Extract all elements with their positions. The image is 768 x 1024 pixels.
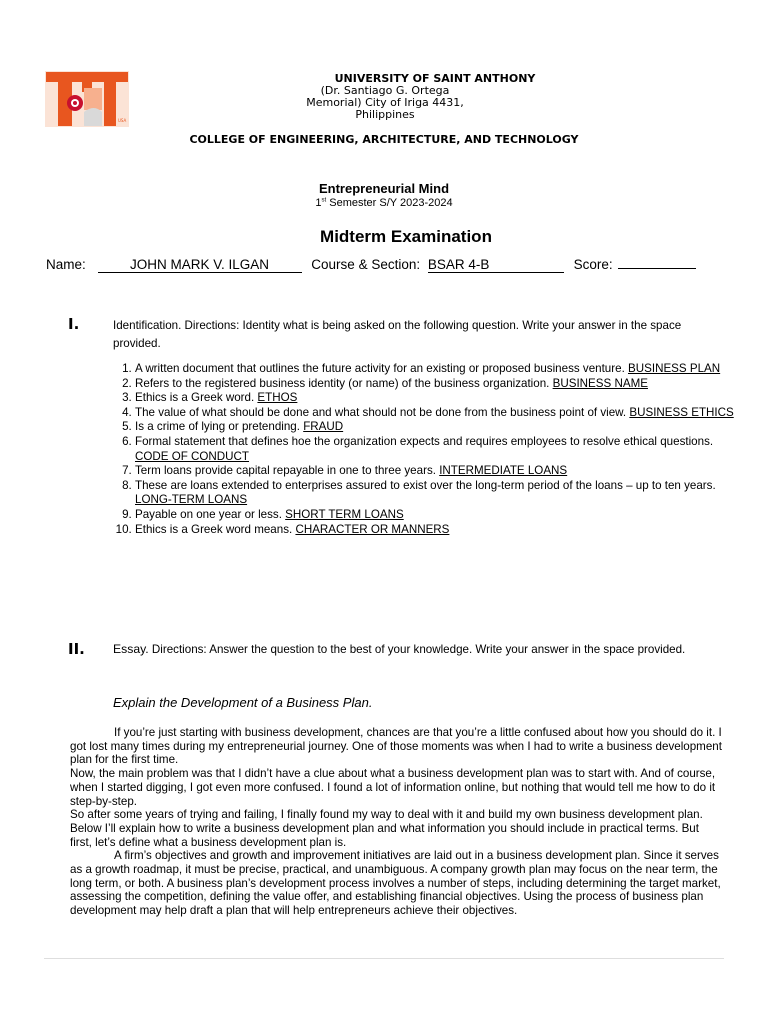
course-section-field[interactable]: BSAR 4-B [428,258,564,273]
list-item [135,479,747,508]
answer-text: INTERMEDIATE LOANS [439,464,568,478]
answer-text: BUSINESS ETHICS [629,405,734,419]
list-item [135,391,747,406]
university-name: UNIVERSITY OF SAINT ANTHONY [334,72,536,85]
part-2-lead: Essay. [113,642,149,656]
part-1-directions [113,317,723,353]
part-1-numeral: I. [68,315,80,333]
essay-paragraph: If you’re just starting with business development, chances are that you’re a little confused about how you should do it. I got lost many times during my entrepreneurial journey. One of those moments was when I had to write a business development plan for the first time. [70,726,722,767]
university-address [290,85,480,121]
essay-answer [70,726,722,918]
essay-paragraph: Now, the main problem was that I didn’t have a clue about what a business development plan was to start with. And of course, when I started digging, I got even more confused. I found a lot of information online, but nothing that would tell me how to do it step-by-step. [70,767,716,808]
question-text: Refers to the registered business identity (or name) of the business organization. [135,376,553,390]
course-title: Entrepreneurial Mind [318,181,450,196]
question-text: A written document that outlines the future activity for an existing or proposed business venture. [135,362,629,375]
essay-paragraph: A firm’s objectives and growth and improvement initiatives are laid out in a business development plan. Since it serves as a growth roadmap, it must be precise, practical, and unambiguous. A company growth plan may focus on the near term, the long term, or both. A business plan’s development process involves a number of steps, including determining the target market, assessing the competition, defining the value offer, and establishing financial objectives. Using the process of business plan development may help draft a plan that will help entrepreneurs achieve their objectives. [70,849,721,918]
essay-paragraph: So after some years of trying and failing, I finally found my way to deal with it and build my own business development plan. [70,808,703,822]
page-divider [44,958,724,959]
list-item [135,377,747,392]
part-2-directions [113,641,723,658]
list-item [135,523,747,538]
question-text: Ethics is a Greek word means. [135,522,296,536]
course-section-label: Course & Section: [311,257,421,272]
semester-line [0,197,768,209]
list-item [135,435,747,464]
list-item [135,508,747,523]
address-line-1: (Dr. Santiago G. Ortega [320,84,450,97]
answer-text: BUSINESS PLAN [628,362,721,375]
question-text: These are loans extended to enterprises assured to exist over the long-term period of the loans – up to ten years. [135,478,716,492]
identification-list [113,362,747,537]
name-field[interactable]: JOHN MARK V. ILGAN [98,258,302,273]
student-info-row [46,257,696,273]
svg-text:USA: USA [118,118,127,123]
semester-suffix: st [321,197,327,204]
question-text: Ethics is a Greek word. [135,391,258,405]
essay-paragraph: Below I’ll explain how to write a business development plan and what information you should include in practical terms. But first, let’s define what a business development plan is. [70,821,699,849]
address-line-2: Memorial) City of Iriga 4431, [306,96,464,109]
college-name: COLLEGE OF ENGINEERING, ARCHITECTURE, AND TECHNOLOGY [189,133,579,146]
answer-text: ETHOS [257,391,298,405]
list-item [135,406,747,421]
question-text: Formal statement that defines hoe the organization expects and requires employees to resolve ethical questions. [135,434,714,448]
list-item [135,420,747,435]
semester-text: Semester S/Y 2023-2024 [326,197,453,209]
list-item [135,362,747,377]
answer-text: FRAUD [303,420,344,434]
score-label: Score: [573,257,613,272]
part-2-numeral: II. [68,640,85,658]
question-text: Payable on one year or less. [135,507,286,521]
score-field[interactable] [618,268,696,269]
question-text: The value of what should be done and what should not be done from the business point of view. [135,405,630,419]
part-1-lead: Identification. [113,319,182,332]
answer-text: LONG-TERM LOANS [135,493,248,507]
semester-number: 1 [315,197,322,209]
answer-text: CODE OF CONDUCT [135,449,250,463]
answer-text: SHORT TERM LOANS [285,507,404,521]
answer-text: BUSINESS NAME [552,376,648,390]
essay-question: Explain the Development of a Business Plan. [113,695,373,710]
exam-title: Midterm Examination [320,227,492,246]
question-text: Is a crime of lying or pretending. [135,420,304,434]
answer-text: CHARACTER OR MANNERS [295,522,450,536]
list-item [135,464,747,479]
name-label: Name: [46,257,86,272]
university-seal-logo-icon [44,70,130,128]
part-2-directions-text: Directions: Answer the question to the best of your knowledge. Write your answer in the space provided. [148,643,686,656]
part-1-directions-text: Directions: Identity what is being asked on the following question. Write your answer in the space provided. [113,319,682,350]
address-line-3: Philippines [355,108,415,121]
question-text: Term loans provide capital repayable in one to three years. [135,464,440,478]
